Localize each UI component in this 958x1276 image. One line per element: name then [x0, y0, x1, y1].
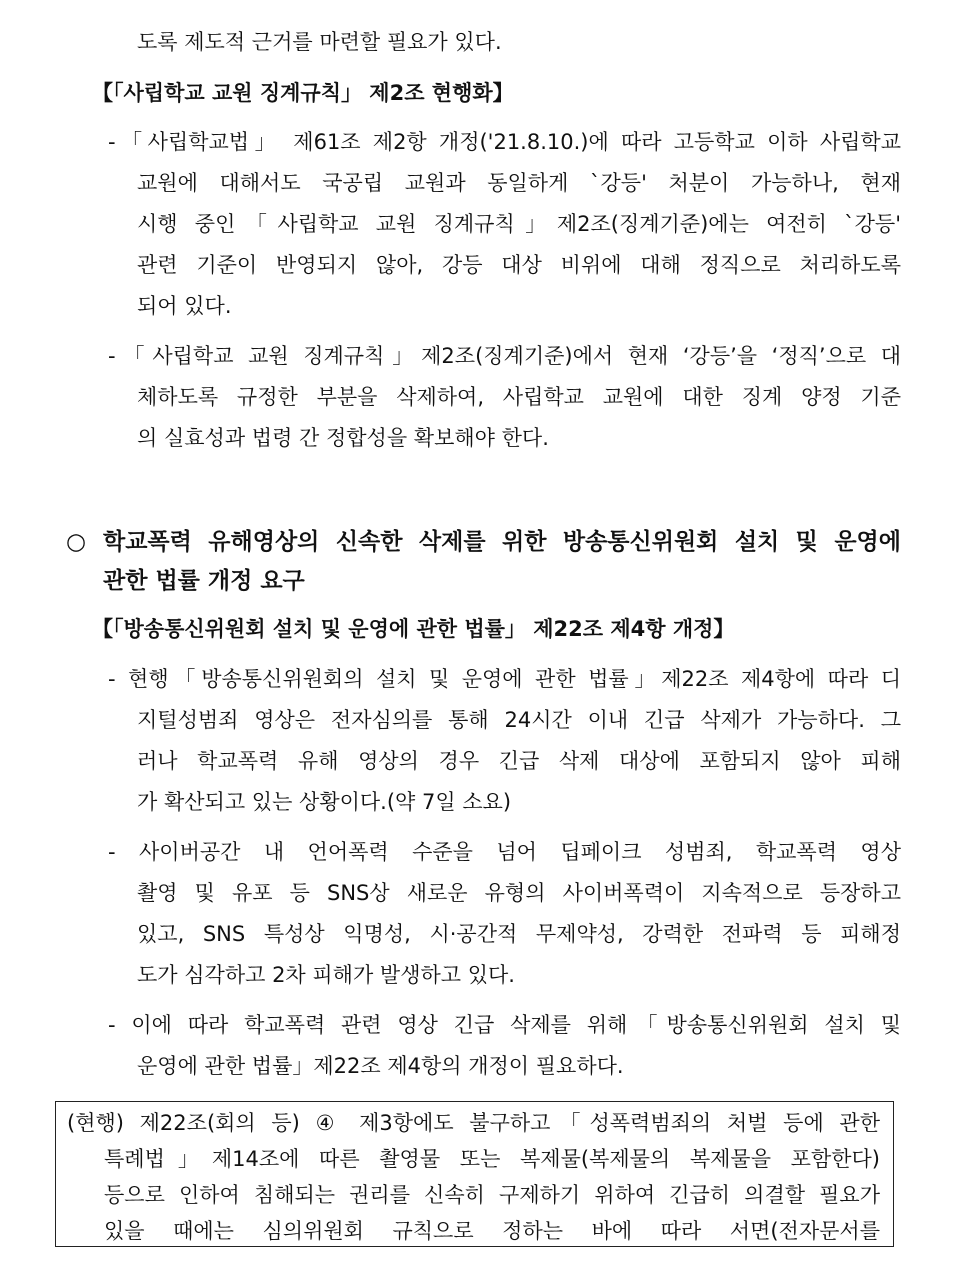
paragraph-line: 관련 기준이 반영되지 않아, 강등 대상 비위에 대해 정직으로 처리하도록: [137, 253, 901, 277]
paragraph-line: 가 확산되고 있는 상황이다.(약 7일 소요): [137, 790, 512, 814]
paragraph-line: 의 실효성과 법령 간 정합성을 확보해야 한다.: [137, 426, 549, 450]
box-line: 있을 때에는 심의위원회 규칙으로 정하는 바에 따라 서면(전자문서를: [104, 1219, 880, 1243]
paragraph-line: -「사립학교법」 제61조 제2항 개정('21.8.10.)에 따라 고등학교 이하 사립학교: [108, 130, 901, 154]
paragraph-line: - 현행「방송통신위원회의 설치 및 운영에 관한 법률」제22조 제4항에 따라 디: [108, 667, 901, 691]
paragraph-line: 있고, SNS 특성상 익명성, 시·공간적 무제약성, 강력한 전파력 등 피해정: [137, 922, 901, 946]
intro-tail-line: 도록 제도적 근거를 마련할 필요가 있다.: [137, 30, 502, 54]
paragraph-line: - 이에 따라 학교폭력 관련 영상 긴급 삭제를 위해「방송통신위원회 설치 및: [108, 1013, 901, 1037]
paragraph-line: 지털성범죄 영상은 전자심의를 통해 24시간 이내 긴급 삭제가 가능하다. 그: [137, 708, 901, 732]
box-line: 등으로 인하여 침해되는 권리를 신속히 구제하기 위하여 긴급히 의결할 필요가: [104, 1183, 880, 1207]
paragraph-line: 운영에 관한 법률」제22조 제4항의 개정이 필요하다.: [137, 1054, 624, 1078]
box-line: (현행) 제22조(회의 등) ④ 제3항에도 불구하고「성폭력범죄의 처벌 등에 관한: [67, 1111, 880, 1135]
paragraph-line: 촬영 및 유포 등 SNS상 새로운 유형의 사이버폭력이 지속적으로 등장하고: [137, 881, 901, 905]
paragraph-line: 시행 중인「사립학교 교원 징계규칙」제2조(징계기준)에는 여전히 `강등': [137, 212, 901, 236]
paragraph-line: 체하도록 규정한 부분을 삭제하여, 사립학교 교원에 대한 징계 양정 기준: [137, 385, 901, 409]
box-line: 특례법」제14조에 따른 촬영물 또는 복제물(복제물의 복제물을 포함한다): [104, 1147, 880, 1171]
section-heading-line: 학교폭력 유해영상의 신속한 삭제를 위한 방송통신위원회 설치 및 운영에: [103, 529, 901, 555]
subheading-broadcast-law: 【「방송통신위원회 설치 및 운영에 관한 법률」 제22조 제4항 개정】: [92, 617, 735, 641]
paragraph-line: 도가 심각하고 2차 피해가 발생하고 있다.: [137, 963, 515, 987]
paragraph-line: - 사이버공간 내 언어폭력 수준을 넘어 딥페이크 성범죄, 학교폭력 영상: [108, 840, 901, 864]
subheading-teacher-discipline: 【「사립학교 교원 징계규칙」 제2조 현행화】: [92, 81, 514, 105]
section-marker: ○: [66, 529, 87, 555]
paragraph-line: 되어 있다.: [137, 294, 232, 318]
paragraph-line: -「사립학교 교원 징계규칙」제2조(징계기준)에서 현재 ‘강등’을 ‘정직’으로 대: [108, 344, 901, 368]
section-heading-line: 관한 법률 개정 요구: [103, 568, 305, 594]
paragraph-line: 러나 학교폭력 유해 영상의 경우 긴급 삭제 대상에 포함되지 않아 피해: [137, 749, 901, 773]
paragraph-line: 교원에 대해서도 국공립 교원과 동일하게 `강등' 처분이 가능하나, 현재: [137, 171, 901, 195]
